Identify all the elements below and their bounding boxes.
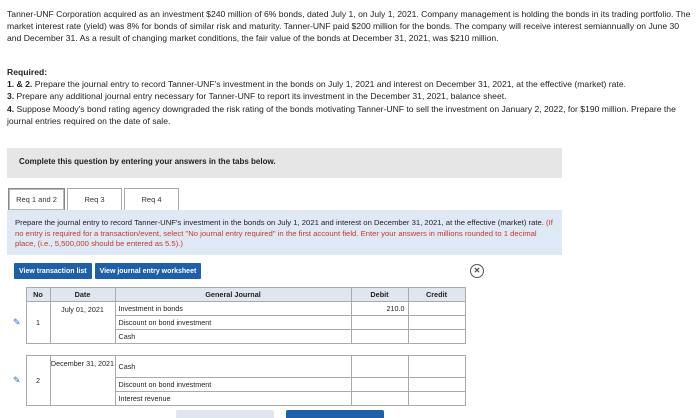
- tab-req-4[interactable]: Req 4: [124, 188, 179, 210]
- tab-req-1-and-2[interactable]: Req 1 and 2: [8, 188, 65, 210]
- pencil-icon[interactable]: ✎: [12, 375, 21, 385]
- problem-text: Tanner-UNF Corporation acquired as an investment $240 million of 6% bonds, dated July 1, on July 1, 2021. Company management is holding the bonds in its trading portfolio. The market interest rate (yield) was 8% for bonds of similar risk and maturity. Tanner-UNF paid $200 million for the bonds. The company will receive interest semiannually on June 30 and December 31. As a result of changing market conditions, the fair value of the bonds at December 31, 2021, was $210 million.: [7, 9, 691, 44]
- debit-cell[interactable]: [351, 356, 408, 378]
- credit-cell[interactable]: [408, 302, 465, 316]
- requirement-1-2: 1. & 2. Prepare the journal entry to record Tanner-UNF's investment in the bonds on July 1, 2021 and interest on December 31, 2021, at the effective (market) rate.: [7, 79, 626, 90]
- credit-cell[interactable]: [408, 392, 465, 406]
- debit-cell[interactable]: [351, 392, 408, 406]
- requirement-tabs: [8, 188, 181, 210]
- table-row: [8, 356, 465, 378]
- header-debit: Debit: [351, 288, 408, 302]
- instruction-panel: [7, 210, 562, 255]
- account-cell[interactable]: Investment in bonds: [115, 302, 351, 316]
- debit-cell[interactable]: [351, 330, 408, 344]
- next-button[interactable]: [286, 410, 384, 418]
- edit-entry-1[interactable]: [8, 302, 26, 344]
- edit-entry-2[interactable]: [8, 356, 26, 406]
- account-cell[interactable]: Cash: [115, 330, 351, 344]
- view-transaction-list-button[interactable]: View transaction list: [14, 263, 92, 279]
- tab-req-3[interactable]: Req 3: [67, 188, 122, 210]
- previous-button[interactable]: [176, 410, 274, 418]
- action-buttons: [14, 263, 204, 279]
- complete-question-banner: Complete this question by entering your answers in the tabs below.: [7, 148, 562, 178]
- credit-cell[interactable]: [408, 316, 465, 330]
- account-cell[interactable]: Interest revenue: [115, 392, 351, 406]
- account-cell[interactable]: Discount on bond investment: [115, 378, 351, 392]
- problem-statement: [7, 8, 693, 45]
- entry-spacer: [8, 344, 465, 356]
- table-row: [8, 302, 465, 316]
- requirements: [7, 66, 693, 127]
- required-title: Required:: [7, 67, 48, 77]
- instruction-hint: (If no entry is required for a transaction/event, select "No journal entry required" in the first account field. Enter your answers in millions rounded to 1 decimal place, (i.e., 5,500,000 should be entered as 5.5).): [15, 218, 553, 248]
- account-cell[interactable]: Cash: [115, 356, 351, 378]
- header-credit: Credit: [408, 288, 465, 302]
- debit-cell[interactable]: [351, 316, 408, 330]
- entry-number: 2: [26, 356, 50, 406]
- credit-cell[interactable]: [408, 378, 465, 392]
- pencil-icon[interactable]: ✎: [12, 317, 21, 327]
- view-journal-worksheet-button[interactable]: View journal entry worksheet: [95, 263, 202, 279]
- credit-cell[interactable]: [408, 330, 465, 344]
- header-date: Date: [50, 288, 115, 302]
- requirement-4: 4. Suppose Moody's bond rating agency downgraded the risk rating of the bonds motivating Tanner-UNF to sell the investment on January 2, 2022, for $190 million. Prepare the journal entries required on the date of sale.: [7, 103, 676, 126]
- requirement-3: 3. Prepare any additional journal entry necessary for Tanner-UNF to report its investment in the December 31, 2021, balance sheet.: [7, 91, 507, 102]
- close-icon[interactable]: ✕: [470, 264, 484, 278]
- edit-column-header: [8, 288, 26, 302]
- credit-cell[interactable]: [408, 356, 465, 378]
- entry-date: December 31, 2021: [50, 356, 115, 406]
- debit-cell[interactable]: [351, 378, 408, 392]
- account-cell[interactable]: Discount on bond investment: [115, 316, 351, 330]
- entry-date: July 01, 2021: [50, 302, 115, 344]
- journal-table: [8, 287, 466, 406]
- journal-header-row: [8, 288, 465, 302]
- debit-cell[interactable]: 210.0: [351, 302, 408, 316]
- instruction-text: Prepare the journal entry to record Tanner-UNF's investment in the bonds on July 1, 2021 and interest on December 31, 2021, at the effective (market) rate.: [15, 218, 544, 227]
- header-no: No: [26, 288, 50, 302]
- entry-number: 1: [26, 302, 50, 344]
- header-general-journal: General Journal: [115, 288, 351, 302]
